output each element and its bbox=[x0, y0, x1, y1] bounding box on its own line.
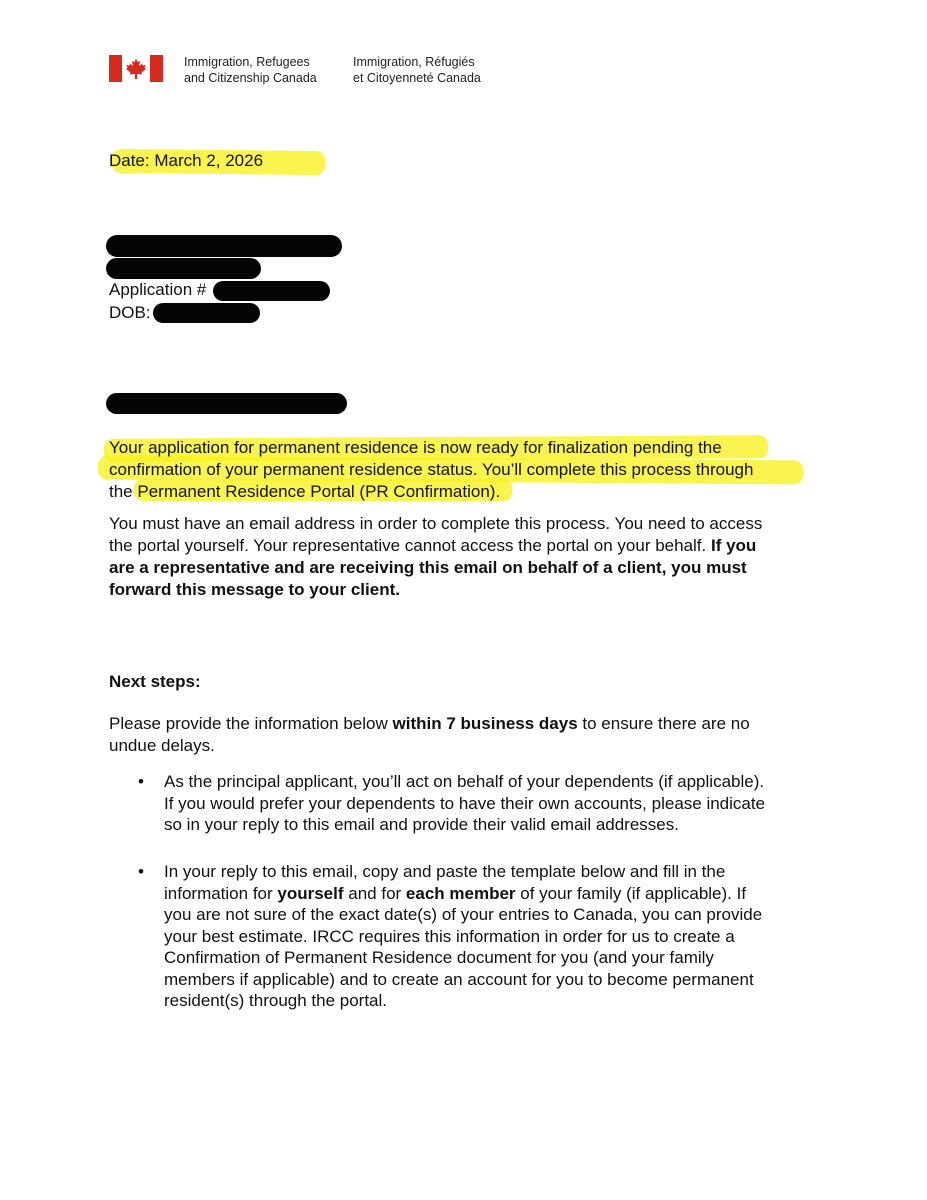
next-steps-paragraph bbox=[109, 713, 824, 757]
email-line3 bbox=[109, 557, 824, 579]
bullet-2-line7: resident(s) through the portal. bbox=[164, 991, 388, 1010]
dept-fr-line2: et Citoyenneté Canada bbox=[353, 71, 481, 85]
email-line4 bbox=[109, 579, 824, 601]
redacted-address bbox=[106, 258, 261, 279]
bullet-2-line2-part3: of your family (if applicable). If bbox=[515, 883, 747, 903]
bullet-2-marker: • bbox=[138, 862, 144, 881]
bullet-2-line2 bbox=[164, 883, 814, 905]
each-member-bold: each member bbox=[405, 883, 516, 903]
bullet-1-marker: • bbox=[138, 772, 144, 791]
bullet-1-line2: If you would prefer your dependents to have their own accounts, please indicate bbox=[164, 793, 766, 813]
bullet-2-line3: you are not sure of the exact date(s) of your entries to Canada, you can provide bbox=[164, 905, 763, 924]
yourself-bold: yourself bbox=[277, 883, 344, 903]
intro-line2-part1: confirmation of your permanent residence status. bbox=[109, 460, 482, 479]
bullet-1-line1: As the principal applicant, you’ll act on behalf of your dependents (if applicable). bbox=[164, 772, 765, 791]
intro-paragraph bbox=[109, 437, 824, 503]
dept-fr-line1: Immigration, Réfugiés bbox=[353, 55, 475, 69]
redacted-application-number bbox=[213, 281, 330, 301]
intro-line2-part2: You’ll complete this process through bbox=[481, 460, 754, 479]
deadline-bold: within 7 business days bbox=[392, 714, 578, 733]
email-line2-part1: the portal yourself. Your representative cannot access the portal on your behalf. bbox=[109, 536, 711, 555]
redacted-salutation bbox=[106, 393, 347, 414]
redacted-name bbox=[106, 235, 342, 257]
next-steps-line1 bbox=[109, 713, 824, 735]
intro-line2 bbox=[109, 459, 824, 481]
bullet-1-line3: so in your reply to this email and provide their valid email addresses. bbox=[164, 815, 679, 834]
email-requirement-paragraph bbox=[109, 513, 824, 601]
pr-portal-name: Permanent Residence Portal (PR Confirmation bbox=[137, 482, 490, 501]
dept-en-line1: Immigration, Refugees bbox=[184, 55, 310, 69]
next-steps-part1: Please provide the information below bbox=[109, 714, 393, 733]
email-line1: You must have an email address in order to complete this process. You need to access bbox=[109, 514, 763, 533]
bullet-2-text bbox=[164, 861, 814, 1012]
bullet-2-line6: members if applicable) and to create an account for you to become permanent bbox=[164, 969, 754, 989]
bullet-2-line1: In your reply to this email, copy and paste the template below and fill in the bbox=[164, 862, 726, 881]
intro-line3-part3: ). bbox=[489, 482, 501, 501]
application-number-label: Application # bbox=[109, 280, 207, 299]
next-steps-heading: Next steps: bbox=[109, 672, 201, 691]
dob-label: DOB: bbox=[109, 303, 151, 322]
intro-line3-part1: the bbox=[109, 482, 138, 501]
bullet-2-line2-part2: and for bbox=[343, 883, 406, 903]
canada-flag-icon bbox=[109, 55, 163, 82]
email-line3-bold: are a representative and are receiving this email on behalf of a client, you must bbox=[109, 558, 747, 577]
intro-line1: Your application for permanent residence is now ready for finalization pending the bbox=[109, 438, 722, 457]
department-name-french bbox=[353, 54, 481, 86]
next-steps-part2: to ensure there are no bbox=[577, 714, 750, 733]
email-line2 bbox=[109, 535, 824, 557]
bullet-2-line4: your best estimate. IRCC requires this information in order for us to create a bbox=[164, 926, 735, 946]
bullet-1-text bbox=[164, 771, 814, 836]
letter-date: Date: March 2, 2026 bbox=[109, 151, 264, 170]
department-name-english bbox=[184, 54, 317, 86]
next-steps-line2: undue delays. bbox=[109, 736, 215, 755]
intro-line3 bbox=[109, 481, 824, 503]
email-line4-bold: forward this message to your client. bbox=[109, 580, 400, 599]
bullet-2-line5: Confirmation of Permanent Residence document for you (and your family bbox=[164, 948, 714, 967]
dept-en-line2: and Citizenship Canada bbox=[184, 71, 317, 85]
email-line2-bold: If you bbox=[710, 536, 757, 555]
bullet-2-line2-part1: information for bbox=[164, 883, 278, 903]
redacted-dob bbox=[153, 303, 260, 323]
